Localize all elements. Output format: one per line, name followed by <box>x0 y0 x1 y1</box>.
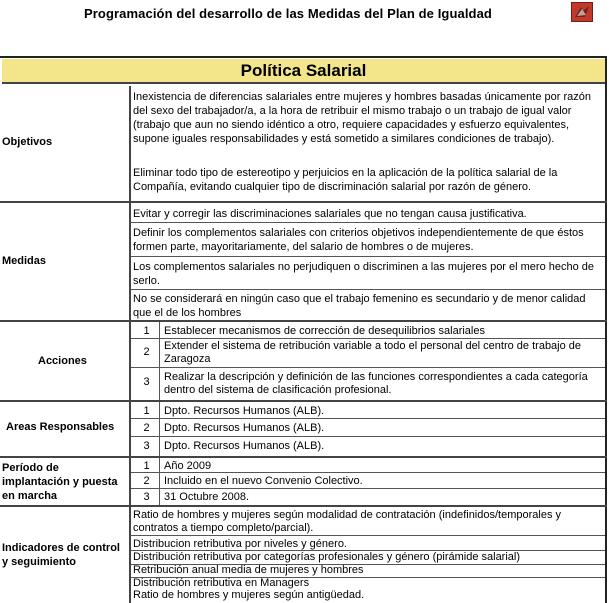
row-divider <box>0 400 607 402</box>
indicadores-item: Distribución retributiva en Managers <box>133 577 310 589</box>
areas-number: 1 <box>143 405 150 417</box>
acciones-number: 2 <box>143 346 150 358</box>
periodo-number: 2 <box>143 475 150 487</box>
acciones-number: 3 <box>143 376 150 388</box>
objetivos-paragraph-2: Eliminar todo tipo de estereotipo y perjuicios en la aplicación de la política salarial de la Compañía, evitando cualquier tipo de discriminación salarial por razón de género. <box>133 167 558 193</box>
section-title: Política Salarial <box>240 61 367 80</box>
cell-divider <box>131 436 605 437</box>
medidas-item: Evitar y corregir las discriminaciones salariales que no tengan causa justificativa. <box>133 208 527 220</box>
row-divider <box>0 456 607 458</box>
medidas-item: Definir los complementos salariales con criterios objetivos independientemente de que éstos formen parte, mayoritariamente, del salario de hombres o de mujeres. <box>133 227 584 253</box>
acciones-number: 1 <box>143 325 150 337</box>
areas-item: Dpto. Recursos Humanos (ALB). <box>164 405 325 417</box>
cell-divider <box>131 535 605 536</box>
areas-item: Dpto. Recursos Humanos (ALB). <box>164 440 325 452</box>
acciones-item: Establecer mecanismos de corrección de desequilibrios salariales <box>164 325 485 337</box>
section-header <box>2 59 605 84</box>
indicadores-item: Distribucion retributiva por niveles y género. <box>133 538 347 550</box>
acciones-item: Realizar la descripción y definición de las funciones correspondientes a cada categoría dentro del sistema de clasificación profesional. <box>164 371 588 396</box>
row-divider <box>0 201 607 203</box>
indicadores-item: Retribución anual media de mujeres y hombres <box>133 564 364 576</box>
indicadores-item: Distribución retributiva por categorías profesionales y género (pirámide salarial) <box>133 551 521 563</box>
cell-divider <box>131 488 605 489</box>
page-title: Programación del desarrollo de las Medidas del Plan de Igualdad <box>84 6 492 21</box>
periodo-number: 1 <box>143 460 150 472</box>
cell-divider <box>131 338 605 339</box>
indicadores-label: Indicadores de control y seguimiento <box>2 542 120 568</box>
cell-divider <box>131 256 605 257</box>
cell-divider <box>131 472 605 473</box>
areas-item: Dpto. Recursos Humanos (ALB). <box>164 422 325 434</box>
areas-number: 2 <box>143 422 150 434</box>
areas-label: Areas Responsables <box>6 421 115 433</box>
periodo-item: 31 Octubre 2008. <box>164 491 250 503</box>
cell-divider <box>131 367 605 368</box>
periodo-label: Período de implantación y puesta en marcha <box>2 462 118 502</box>
cell-divider <box>131 222 605 223</box>
cell-divider <box>131 418 605 419</box>
row-divider <box>0 505 607 507</box>
periodo-number: 3 <box>143 491 150 503</box>
medidas-label: Medidas <box>2 255 47 267</box>
objetivos-paragraph-1: Inexistencia de diferencias salariales entre mujeres y hombres basadas únicamente por razón del sexo del trabajador/a, a la hora de retribuir el mismo trabajo o un trabajo de igual valor (trabajo que aun no siendo idéntico a otro, requiere capacidades y esfuerzo equivalentes, supone iguales responsabilidades y está sometido a similares condiciones de trabajo). <box>133 91 591 145</box>
medidas-item: No se considerará en ningún caso que el trabajo femenino es secundario y de menor calidad que el de los hombres <box>133 293 586 319</box>
medidas-item: Los complementos salariales no perjudiquen o discriminen a las mujeres por el mero hecho de serlo. <box>133 261 595 287</box>
acciones-label: Acciones <box>38 355 87 367</box>
areas-number: 3 <box>143 440 150 452</box>
column-divider <box>129 86 131 603</box>
page-header <box>0 0 609 32</box>
periodo-item: Año 2009 <box>164 460 212 472</box>
indicadores-item: Ratio de hombres y mujeres según antigüedad. <box>133 589 365 601</box>
periodo-item: Incluido en el nuevo Convenio Colectivo. <box>164 475 363 487</box>
cell-divider <box>131 289 605 290</box>
row-divider <box>0 320 607 322</box>
objetivos-label: Objetivos <box>2 136 53 148</box>
acciones-item: Extender el sistema de retribución variable a todo el personal del centro de trabajo de Zaragoza <box>164 340 582 365</box>
indicadores-item: Ratio de hombres y mujeres según modalidad de contratación (indefinidos/temporales y contratos a tiempo completo/parcial). <box>133 509 562 534</box>
company-logo <box>571 2 593 22</box>
